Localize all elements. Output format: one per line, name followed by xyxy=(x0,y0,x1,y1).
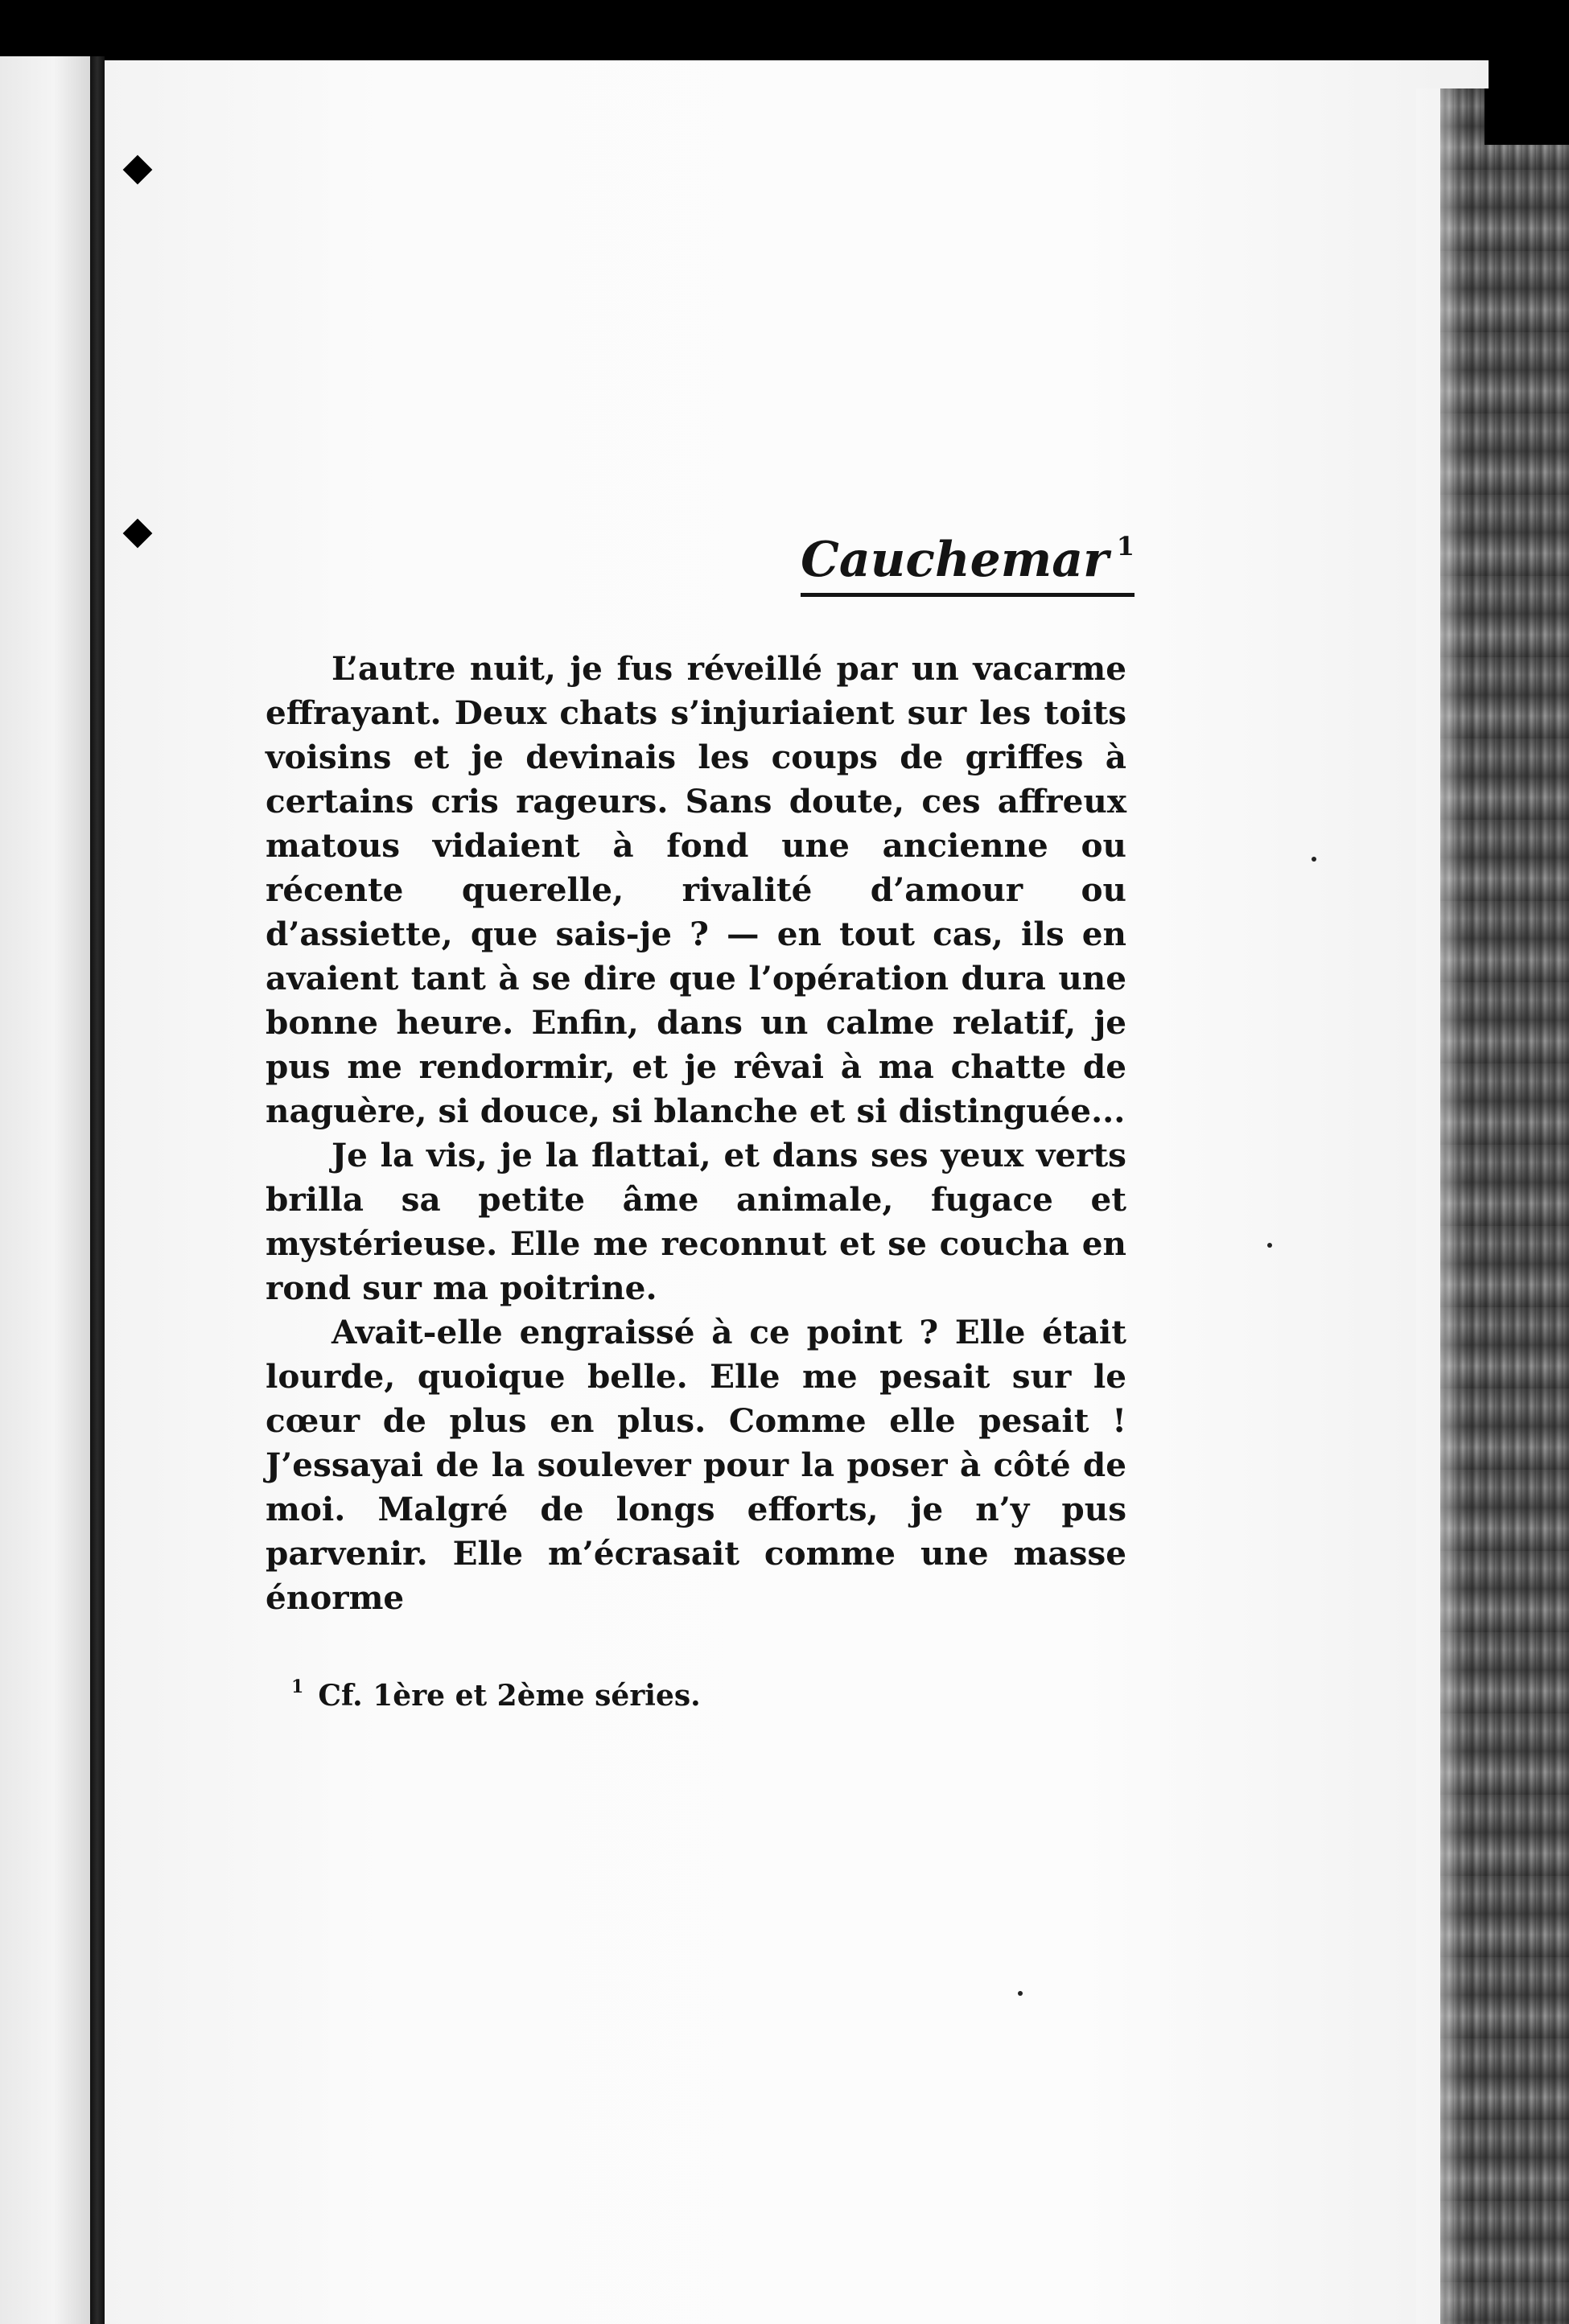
title-wrap xyxy=(266,531,1135,597)
paper-speck xyxy=(1267,1243,1272,1248)
page-title xyxy=(801,531,1135,597)
paragraph-2: Je la vis, je la flattai, et dans ses yeux verts brilla sa petite âme animale, fugace et mystérieuse. Elle me reconnut et se coucha en rond sur ma poitrine. xyxy=(266,1136,1126,1307)
page-edge-corner xyxy=(1485,88,1569,145)
body-text xyxy=(266,647,1126,1620)
paper-speck xyxy=(1018,1991,1023,1996)
paper-speck xyxy=(1312,857,1316,862)
paragraph-3: Avait-elle engraissé à ce point ? Elle était lourde, quoique belle. Elle me pesait sur le cœur de plus en plus. Comme elle pesait ! J’essayai de la soulever pour la poser à côté de moi. Malgré de longs efforts, je n’y pus parvenir. Elle m’écrasait comme une masse énorme xyxy=(266,1313,1126,1617)
title-footnote-marker: 1 xyxy=(1116,531,1135,561)
binding-gutter xyxy=(90,56,105,2324)
paragraph-1: L’autre nuit, je fus réveillé par un vacarme effrayant. Deux chats s’injuriaient sur les toits voisins et je devinais les coups de griffes à certains cris rageurs. Sans doute, ces affreux matous vidaient à fond une ancienne ou récente querelle, rivalité d’amour ou d’assiette, que sais-je ? — en tout cas, ils en avaient tant à se dire que l’opération dura une bonne heure. Enfin, dans un calme relatif, je pus me rendormir, et je rêvai à ma chatte de naguère, si douce, si blanche et si distinguée... xyxy=(266,649,1126,1130)
page-title-text: Cauchemar xyxy=(801,532,1109,588)
text-block xyxy=(266,531,1135,1713)
facing-page-edge xyxy=(0,56,90,2324)
footnote xyxy=(291,1676,1126,1713)
footnote-text: Cf. 1ère et 2ème séries. xyxy=(318,1679,701,1713)
page-edge-fade xyxy=(1416,88,1464,2324)
footnote-marker: 1 xyxy=(291,1676,304,1697)
